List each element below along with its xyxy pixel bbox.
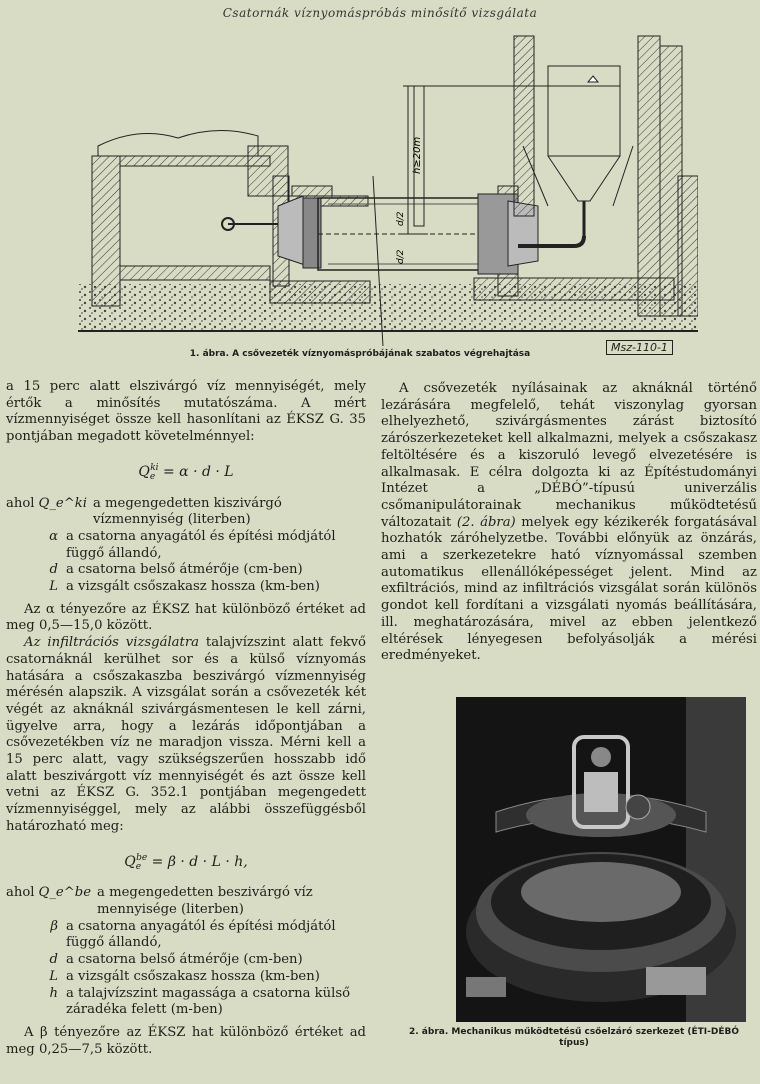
figure-2-photo (456, 697, 746, 1022)
left-paragraph-2: Az α tényezőre az ÉKSZ hat különböző értéket ad meg 0,5—15,0 között. (6, 601, 366, 634)
formula2-sub: e (135, 861, 142, 872)
figure-1-caption: 1. ábra. A csővezeték víznyomáspróbájának szabatos végrehajtása (189, 349, 531, 359)
formula2-sup: be (136, 852, 148, 863)
right-paragraph-1a: A csővezeték nyílásainak az aknáknál történő lezárására megfelelő, tehát viszonylag gyorsan elhelyezhető, szivárgásmentes zárást biztosító zárószerkezeteket kell alkalmazni, melyek a csőszakasz feltöltésére és a kiszoruló levegő elvezetésére is alkalmasak. E célra dolgozta ki az Építéstudományi Intézet a „DÉBÓ”-típusú univerzális csőmanipulátorainak mechanikus működtetésű változatait (381, 381, 757, 530)
defs2-0-text: a megengedetten beszivárgó víz mennyisége (literben) (97, 885, 313, 917)
left-pipe (92, 130, 288, 306)
defs1-1-sym: α (49, 528, 58, 544)
left-paragraph-4: A β tényezőre az ÉKSZ hat különböző értéket ad meg 0,25—7,5 között. (6, 1024, 366, 1057)
defs1-3-sym: L (49, 579, 58, 595)
figure-2-reference: (2. ábra) (456, 514, 516, 530)
infiltration-term: Az infiltrációs vizsgálatra (24, 635, 200, 651)
defs2-1-sym: β (50, 918, 58, 934)
defs2-3-text: a vizsgált csőszakasz hossza (km-ben) (66, 968, 320, 984)
formula2-lhs: Q (124, 853, 136, 870)
defs2-4-sym: h (49, 985, 58, 1001)
formula1-sub: e (149, 471, 156, 482)
running-head: Csatornák víznyomáspróbás minősítő vizsgálata (222, 6, 538, 20)
right-manhole (414, 36, 682, 316)
definition-row (6, 496, 366, 529)
label-h: h≥20m (412, 136, 423, 174)
definition-row (6, 952, 366, 969)
formula1-sup: ki (150, 462, 159, 473)
defs1-3-text: a vizsgált csőszakasz hossza (km-ben) (66, 579, 320, 595)
left-paragraph-3 (6, 635, 366, 835)
formula2-rhs: = β · d · L · h, (151, 853, 248, 870)
defs1-2-sym: d (49, 562, 58, 578)
defs2-2-sym: d (49, 952, 58, 968)
definition-row (6, 986, 366, 1019)
left-paragraph-1: a 15 perc alatt elszivárgó víz mennyiségét, mely értők a minősítés mutatószáma. A mért vízmennyiséget össze kell hasonlítani az ÉKSZ G. 35 pontjában megadott követelménnyel: (6, 379, 366, 445)
formula1-rhs: = α · d · L (163, 463, 234, 480)
left-column (6, 379, 366, 1058)
right-paragraph-1b: melyek egy kézikerék forgatásával hozhatók záróhelyzetbe. További előnyük az önzárás, ami a szerkezetekre ható víznyomással szemben automatikus ellenállóképességet jelent. Mind az exfiltrációs, mind az infiltrációs vizsgálat során különös gondot kell fordítani a vizsgálati nyomás beállítására, ill. meghatározására, mivel az ebben jelentkező eltérések lényegesen befolyásolják a mérési eredményeket. (381, 514, 757, 664)
definition-row (6, 919, 366, 952)
right-paragraph-1 (381, 381, 757, 665)
defs1-2-text: a csatorna belső átmérője (cm-ben) (66, 562, 303, 578)
defs1-0-text: a megengedetten kiszivárgó vízmennyiség (literben) (92, 495, 282, 528)
label-d2: d/2 (396, 249, 406, 264)
formula-infiltration (6, 850, 366, 876)
defs2-3-sym: L (49, 968, 58, 984)
defs1-0-sym: Q_e^ki (38, 495, 87, 511)
definition-row (6, 529, 366, 562)
formula1-lhs: Q (138, 463, 150, 480)
defs1-intro: ahol (6, 495, 35, 511)
definition-row (6, 562, 366, 579)
label-d: d/2 (396, 211, 406, 226)
definition-row (6, 969, 366, 986)
right-column (381, 381, 757, 665)
figure-1-code: Msz-110-1 (606, 340, 673, 355)
defs2-intro: ahol (6, 885, 35, 901)
defs2-1-text: a csatorna anyagától és építési módjától függő állandó, (66, 918, 336, 951)
left-paragraph-3-text: talajvízszint alatt fekvő csatornáknál kerülhet sor és a külső víznyomás hatására a csőszakaszba beszivárgó vízmennyiség mérésén alapszik. A vizsgálat során a csővezeték két végét az aknáknál szivárgásmentesen le kell zárni, ügyelve arra, hogy a lezárás időpontjában a csővezetékben víz ne maradjon vissza. Mérni kell a 15 perc alatt, vagy szükségszerűen hosszabb idő alatt beszivárgott víz mennyiségét és azt össze kell vetni az ÉKSZ G. 352.1 pontjában megengedett vízmennyiséggel, mely az alábbi összefüggésből határozható meg: (6, 635, 366, 834)
defs2-4-text: a talajvízszint magassága a csatorna külső záradéka felett (m-ben) (66, 985, 351, 1018)
defs2-0-sym: Q_e^be (38, 885, 92, 901)
definition-row (6, 579, 366, 596)
defs2-2-text: a csatorna belső átmérője (cm-ben) (66, 952, 303, 968)
figure-1-diagram (78, 26, 698, 356)
formula-exfiltration (6, 460, 366, 486)
definition-row (6, 885, 366, 918)
right-pipe (678, 176, 698, 316)
figure-2-caption: 2. ábra. Mechanikus működtetésű csőelzáró szerkezet (ÉTI-DÉBÓ típus) (408, 1027, 740, 1048)
defs1-1-text: a csatorna anyagától és építési módjától függő állandó, (66, 528, 336, 561)
